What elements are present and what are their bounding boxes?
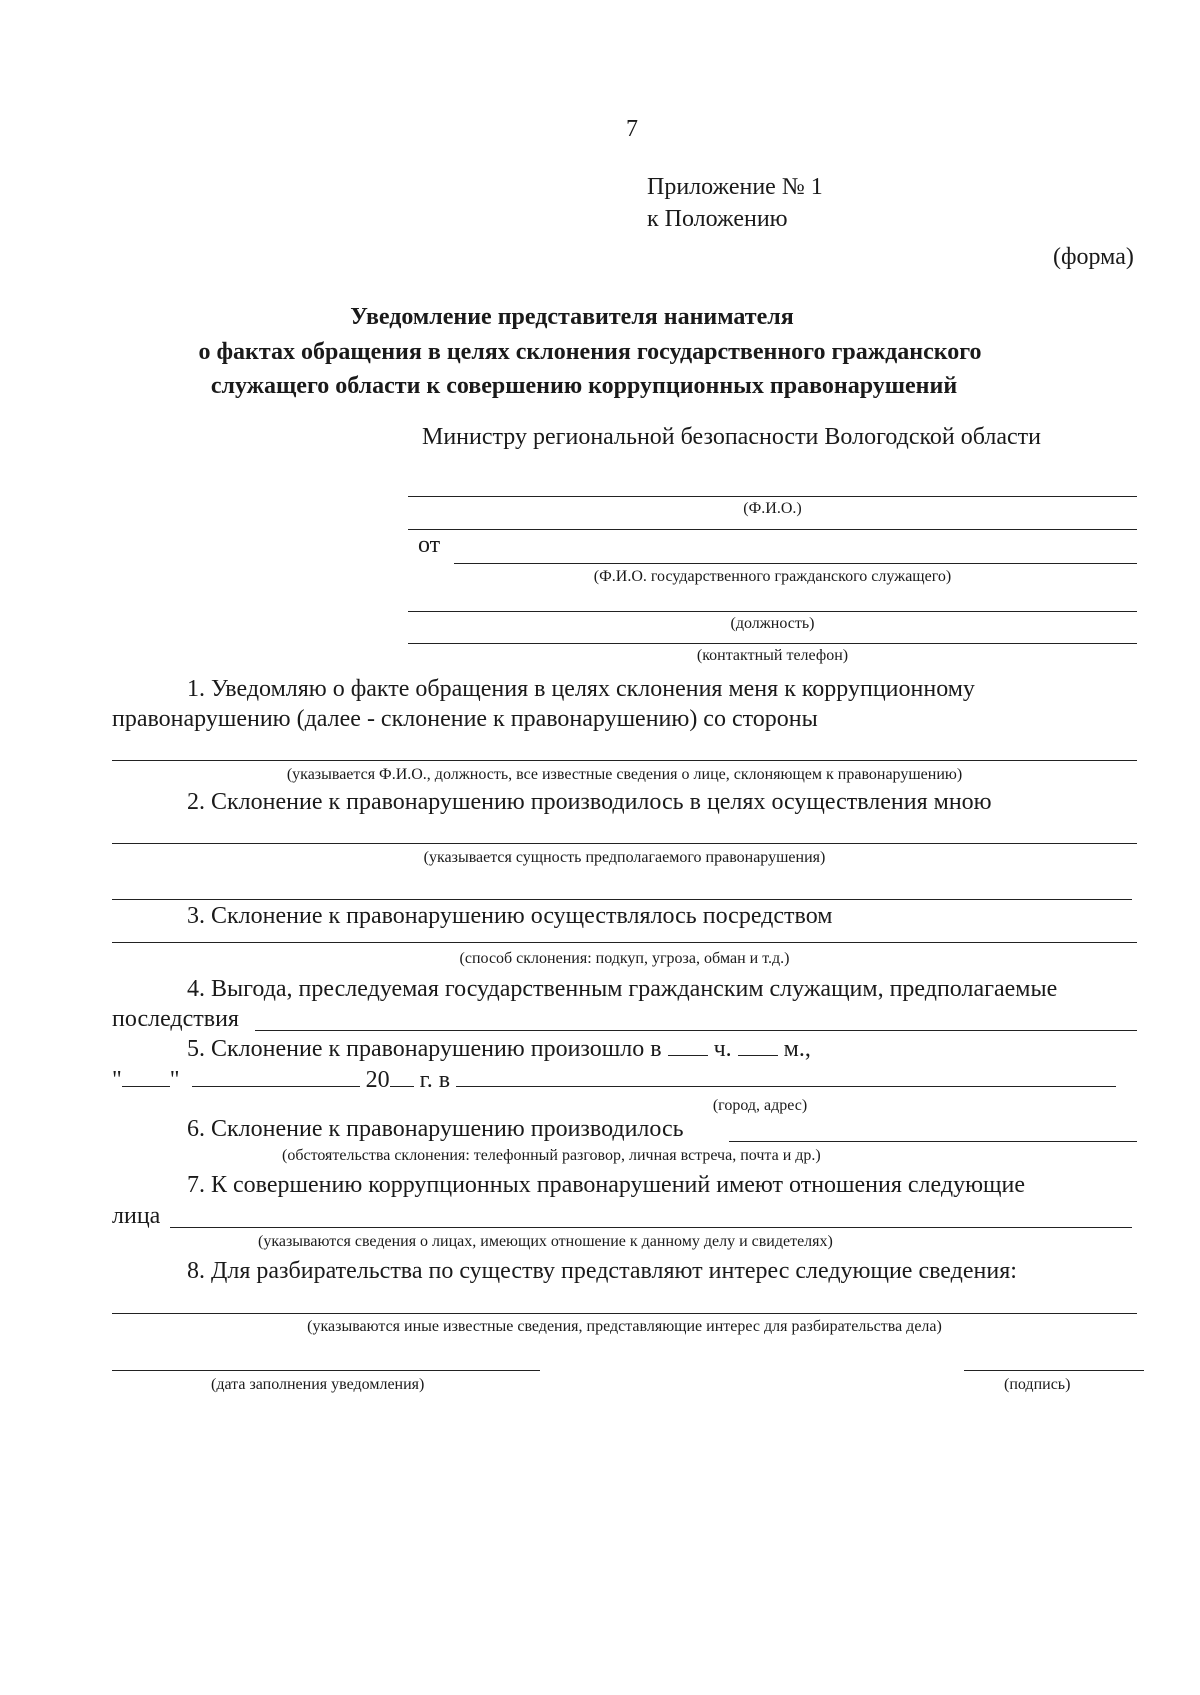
form-label: (форма) (1053, 244, 1134, 270)
item-5-quote-open: " (112, 1067, 122, 1093)
date-caption: (дата заполнения уведомления) (211, 1376, 425, 1393)
signature-caption: (подпись) (1004, 1376, 1071, 1393)
title-line-3: служащего области к совершению коррупционных правонарушений (210, 373, 958, 399)
item-5-minutes-field[interactable] (738, 1035, 778, 1056)
title-line-1: Уведомление представителя нанимателя (350, 304, 794, 330)
item-7-caption: (указываются сведения о лицах, имеющих отношение к данному делу и свидетелях) (258, 1233, 833, 1250)
item-5-minutes-label: м., (783, 1036, 811, 1062)
item-6-fill-line[interactable] (729, 1141, 1137, 1142)
item-5-caption: (город, адрес) (712, 1097, 808, 1114)
item-2-fill-line[interactable] (112, 843, 1137, 844)
item-8-line-1: 8. Для разбирательства по существу представляют интерес следующие сведения: (187, 1258, 1017, 1284)
item-5-year-prefix: 20 (365, 1067, 390, 1093)
item-7-line-1: 7. К совершению коррупционных правонарушений имеют отношения следующие (187, 1172, 1025, 1198)
item-1-line-1: 1. Уведомляю о факте обращения в целях склонения меня к коррупционному (187, 676, 975, 702)
item-1-line-2: правонарушению (далее - склонение к правонарушению) со стороны (112, 706, 818, 732)
item-2-line-1: 2. Склонение к правонарушению производилось в целях осуществления мною (187, 789, 992, 815)
fio-recipient-line[interactable] (408, 496, 1137, 497)
item-5-city-field[interactable] (456, 1066, 1116, 1087)
item-2-fill-line-2[interactable] (112, 899, 1132, 900)
servant-caption: (Ф.И.О. государственного гражданского служащего) (593, 568, 952, 585)
item-5-hours-label: ч. (713, 1036, 732, 1062)
item-2-caption: (указывается сущность предполагаемого правонарушения) (423, 849, 826, 866)
phone-caption: (контактный телефон) (696, 647, 849, 664)
page-number: 7 (626, 116, 638, 142)
signature-line[interactable] (964, 1370, 1144, 1371)
item-3-fill-line[interactable] (112, 942, 1137, 943)
item-5-line-2 (112, 1066, 1116, 1094)
item-3-caption: (способ склонения: подкуп, угроза, обман и т.д.) (459, 950, 790, 967)
item-5-month-field[interactable] (192, 1066, 360, 1087)
phone-line[interactable] (408, 643, 1137, 644)
item-5-city-prefix: г. в (419, 1067, 451, 1093)
item-4-fill-line[interactable] (255, 1030, 1137, 1031)
item-8-fill-line[interactable] (112, 1313, 1137, 1314)
separator-line (408, 529, 1137, 530)
item-5-quote-close: " (169, 1067, 180, 1093)
date-line[interactable] (112, 1370, 540, 1371)
item-1-fill-line[interactable] (112, 760, 1137, 761)
item-6-caption: (обстоятельства склонения: телефонный разговор, личная встреча, почта и др.) (282, 1147, 821, 1164)
addressee-to: Министру региональной безопасности Вологодской области (422, 424, 1041, 450)
item-5-day-field[interactable] (122, 1066, 170, 1087)
item-5-line-1 (187, 1035, 811, 1063)
item-8-caption: (указываются иные известные сведения, представляющие интерес для разбирательства дела) (307, 1318, 942, 1335)
title-line-2: о фактах обращения в целях склонения государственного гражданского (198, 339, 982, 365)
item-5-text: 5. Склонение к правонарушению произошло в (187, 1036, 662, 1062)
appendix-reference: к Положению (647, 206, 788, 232)
position-line[interactable] (408, 611, 1137, 612)
item-1-caption: (указывается Ф.И.О., должность, все известные сведения о лице, склоняющем к правонарушению) (286, 766, 963, 783)
item-7-fill-line[interactable] (170, 1227, 1132, 1228)
item-5-hours-field[interactable] (668, 1035, 708, 1056)
from-prefix: от (418, 532, 441, 558)
item-6-line-1: 6. Склонение к правонарушению производилось (187, 1116, 684, 1142)
item-3-line-1: 3. Склонение к правонарушению осуществлялось посредством (187, 903, 833, 929)
appendix-number: Приложение № 1 (647, 174, 823, 200)
item-5-year-field[interactable] (390, 1066, 414, 1087)
item-7-line-2: лица (112, 1203, 161, 1229)
servant-fio-line[interactable] (454, 563, 1137, 564)
position-caption: (должность) (730, 615, 815, 632)
item-4-line-1: 4. Выгода, преследуемая государственным гражданским служащим, предполагаемые (187, 976, 1058, 1002)
fio-caption: (Ф.И.О.) (743, 500, 802, 517)
item-4-line-2: последствия (112, 1006, 239, 1032)
